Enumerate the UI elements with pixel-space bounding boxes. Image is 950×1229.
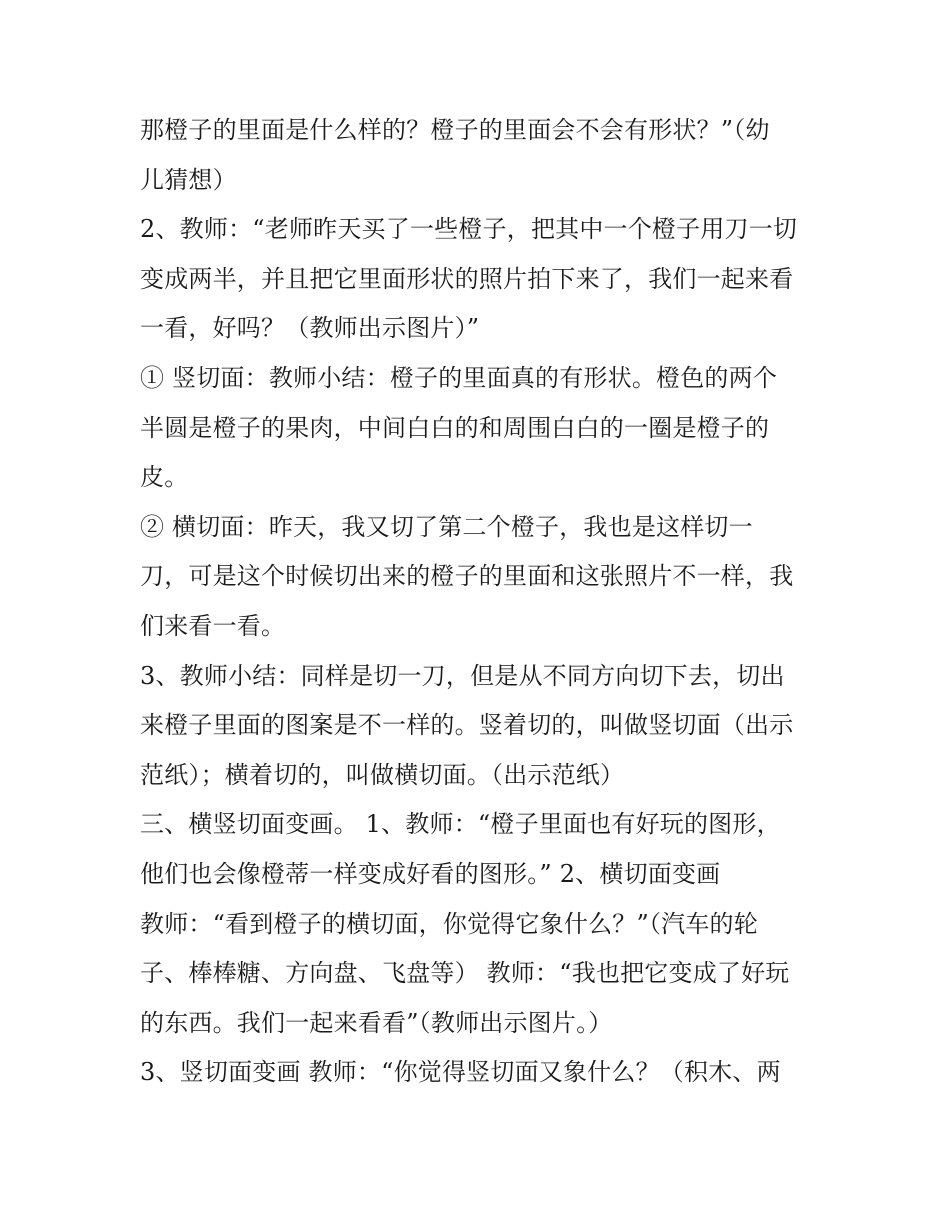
text-line: 皮。 bbox=[140, 463, 189, 492]
text-line: 子、棒棒糖、方向盘、飞盘等） 教师：“我也把它变成了好玩 bbox=[140, 959, 790, 988]
text-line: 一看，好吗？（教师出示图片）” bbox=[140, 314, 480, 343]
text-line: 儿猜想） bbox=[140, 165, 237, 194]
text-line: ② 横切面：昨天，我又切了第二个橙子，我也是这样切一 bbox=[140, 512, 753, 541]
document-body bbox=[140, 106, 830, 1098]
text-line: 那橙子的里面是什么样的？橙子的里面会不会有形状？”（幼 bbox=[140, 116, 770, 144]
text-line: 他们也会像橙蒂一样变成好看的图形。” 2、横切面变画 bbox=[140, 859, 721, 888]
text-line: 教师：“看到橙子的横切面，你觉得它象什么？”（汽车的轮 bbox=[140, 909, 758, 938]
text-line: 2、教师：“老师昨天买了一些橙子，把其中一个橙子用刀一切 bbox=[140, 215, 798, 244]
text-line: 来橙子里面的图案是不一样的。竖着切的，叫做竖切面（出示 bbox=[140, 711, 794, 740]
text-line: ① 竖切面：教师小结：橙子的里面真的有形状。橙色的两个 bbox=[140, 363, 778, 392]
text-line: 们来看一看。 bbox=[140, 611, 286, 640]
text-line: 刀，可是这个时候切出来的橙子的里面和这张照片不一样，我 bbox=[140, 562, 794, 591]
text-line: 3、竖切面变画 教师：“你觉得竖切面又象什么？（积木、两 bbox=[140, 1058, 781, 1087]
text-line: 半圆是橙子的果肉，中间白白的和周围白白的一圈是橙子的 bbox=[140, 413, 770, 442]
text-line: 3、教师小结：同样是切一刀，但是从不同方向切下去，切出 bbox=[140, 661, 785, 690]
text-line: 范纸）；横着切的，叫做横切面。（出示范纸） bbox=[140, 760, 625, 789]
text-line: 变成两半，并且把它里面形状的照片拍下来了，我们一起来看 bbox=[140, 264, 794, 293]
text-line: 三、横竖切面变画。 1、教师：“橙子里面也有好玩的图形， bbox=[140, 810, 781, 839]
text-line: 的东西。我们一起来看看”（教师出示图片。） bbox=[140, 1008, 613, 1037]
